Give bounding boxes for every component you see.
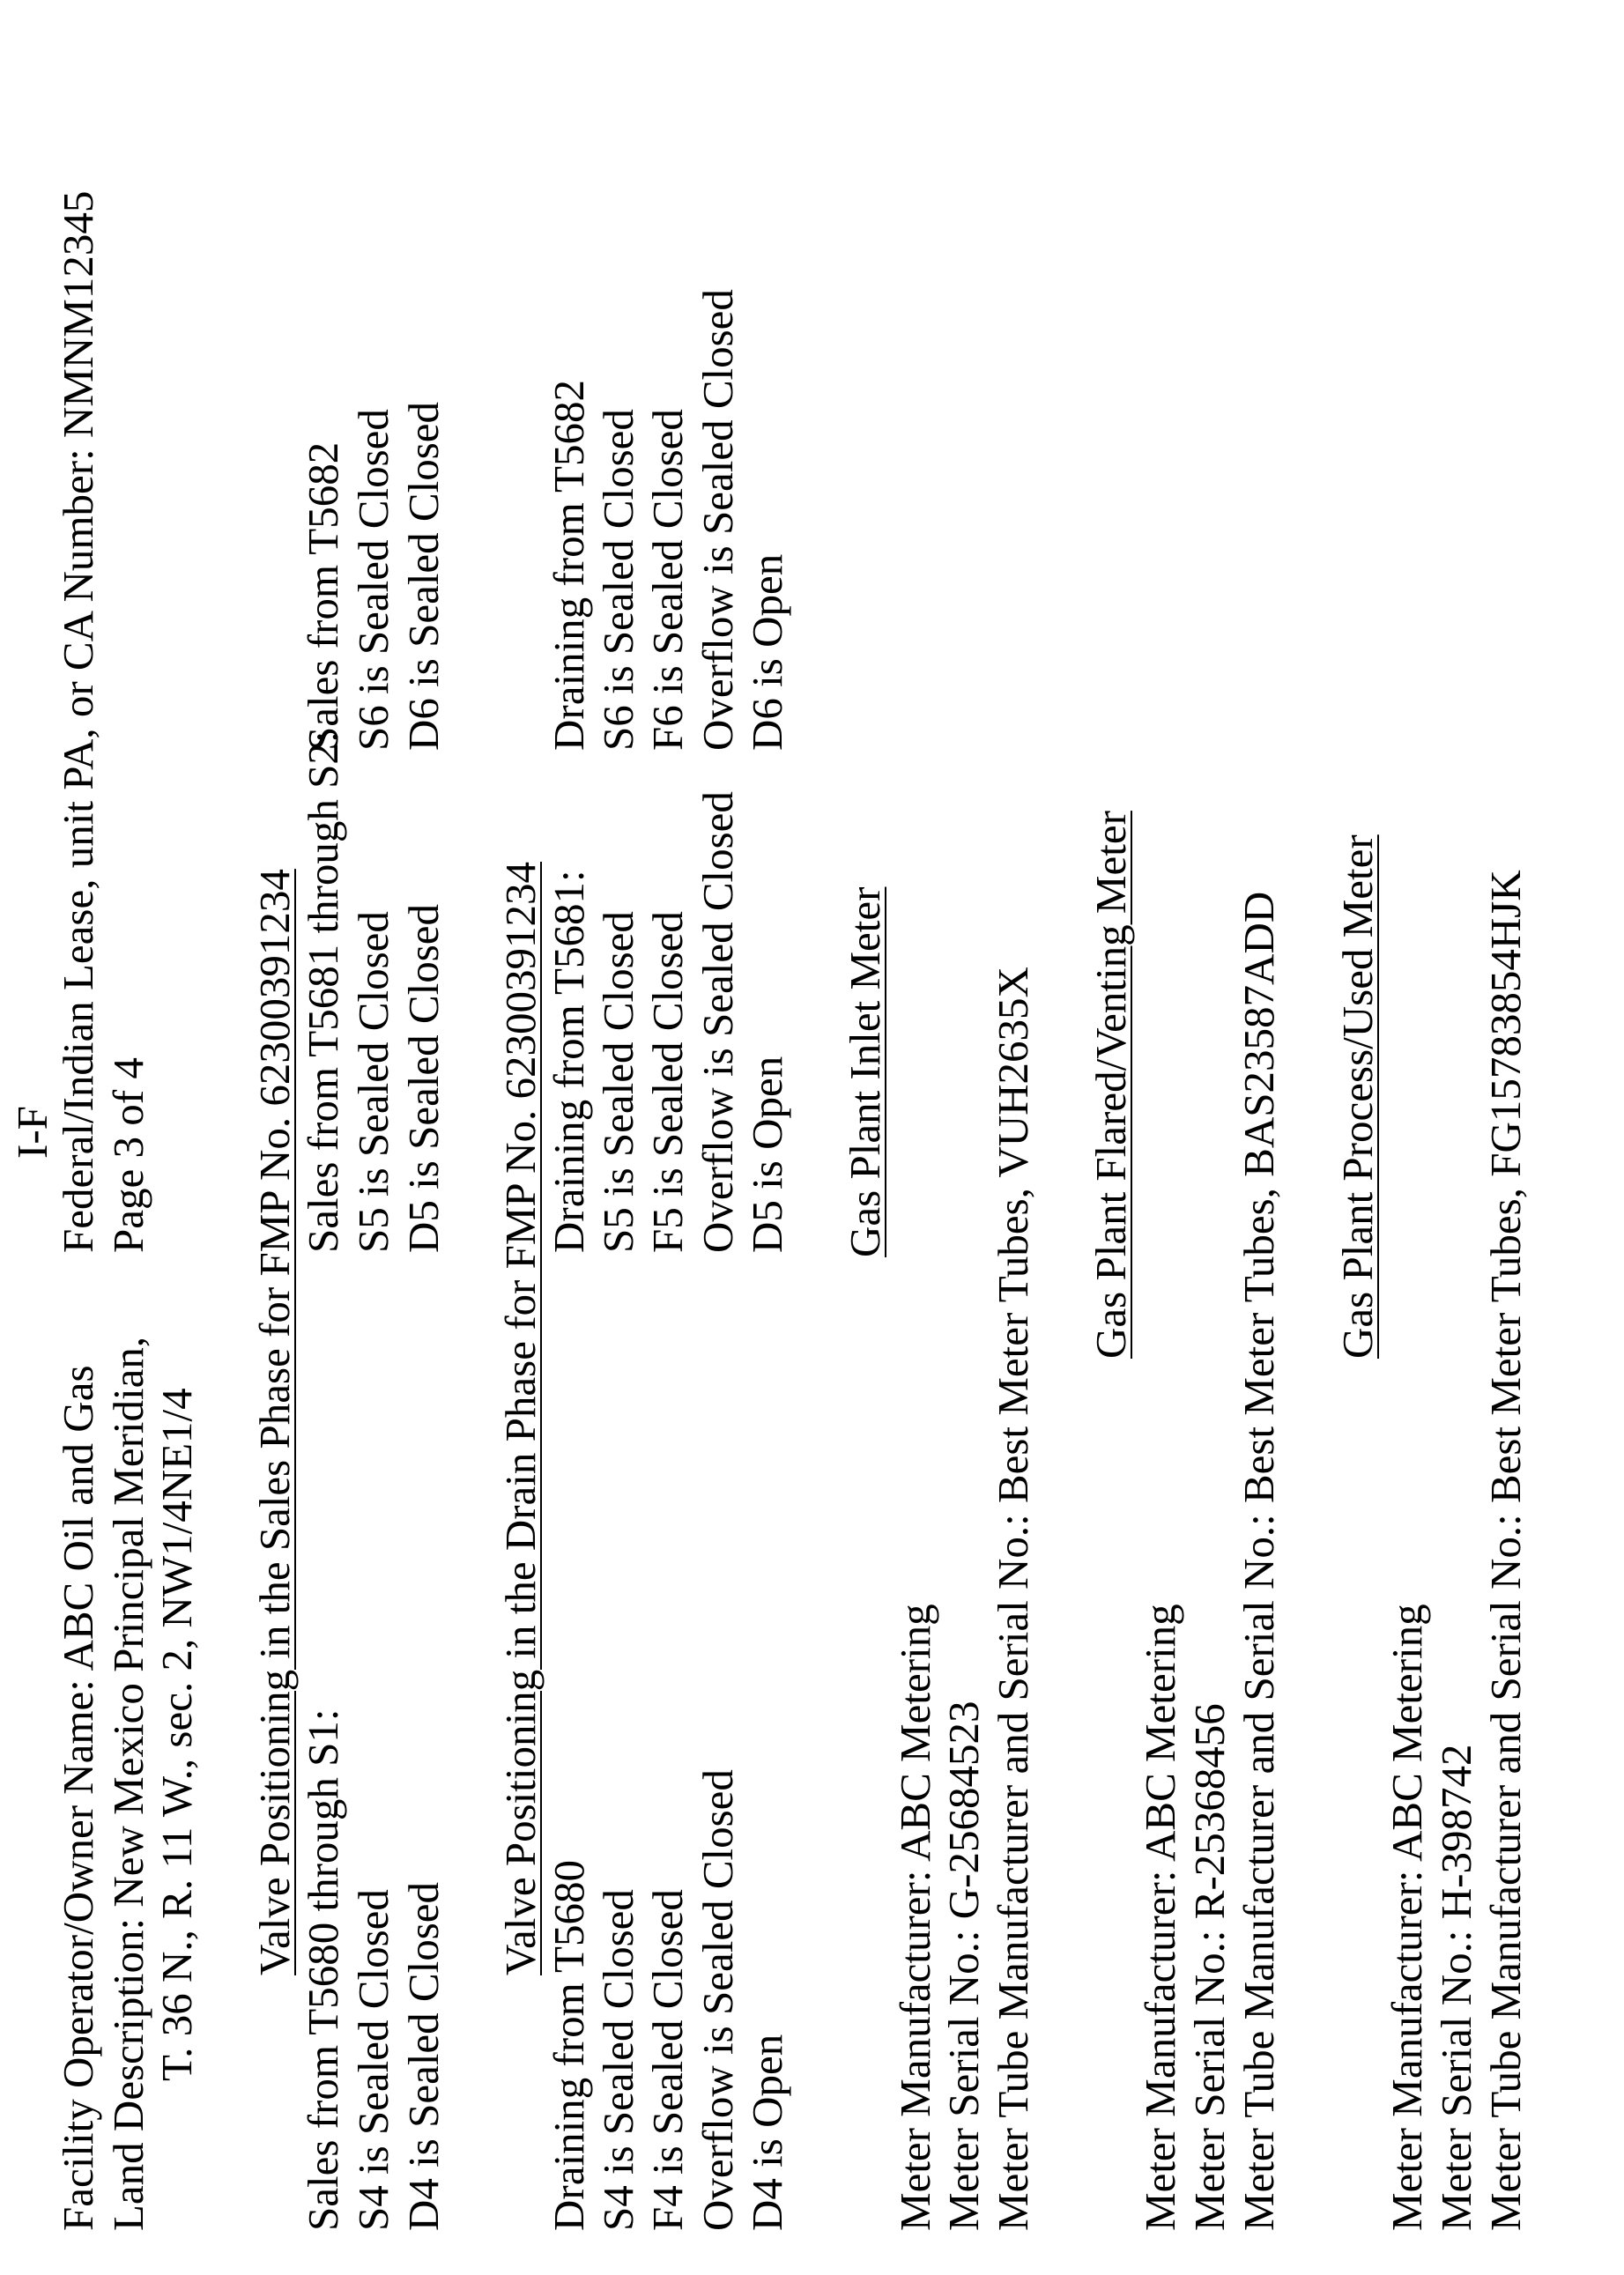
drain-phase-title: Valve Positioning in the Drain Phase for FMP No. 62300391234 — [496, 862, 545, 1975]
flared-meter-row-3 — [1234, 0, 1285, 2275]
sales-phase-cell: Sales from T5682 — [299, 441, 347, 751]
header-row-2 — [103, 0, 154, 2275]
sales-phase-cell: D5 is Sealed Closed — [399, 903, 448, 1253]
inlet-meter-row-2 — [938, 0, 990, 2275]
drain-phase-cell: Overflow is Sealed Closed — [693, 791, 742, 1253]
inlet-meter-title: Gas Plant Inlet Meter — [841, 886, 889, 1257]
drain-phase-row-3 — [642, 0, 693, 2275]
drain-phase-cell: D6 is Open — [743, 553, 791, 751]
process-meter-row-3 — [1480, 0, 1531, 2275]
exhibit-label-row — [7, 0, 58, 2275]
drain-phase-cell: S4 is Sealed Closed — [594, 1889, 642, 2231]
process-meter-row-2 — [1431, 0, 1482, 2275]
sales-phase-cell: S6 is Sealed Closed — [349, 409, 397, 751]
flared-meter-title-row — [1086, 0, 1137, 2275]
drain-phase-cell: D5 is Open — [743, 1056, 791, 1253]
flared-meter-title: Gas Plant Flared/Venting Meter — [1086, 811, 1135, 1359]
process-meter-manufacturer: Meter Manufacturer: ABC Metering — [1383, 1604, 1431, 2231]
lease-number: Federal/Indian Lease, unit PA, or CA Number: NMNM12345 — [54, 190, 102, 1253]
sales-phase-title-row — [249, 0, 300, 2275]
drain-phase-row-2 — [593, 0, 644, 2275]
drain-phase-cell: Overflow is Sealed Closed — [693, 1769, 742, 2231]
sales-phase-row-2 — [348, 0, 399, 2275]
drain-phase-cell: S6 is Sealed Closed — [594, 409, 642, 751]
process-meter-tube: Meter Tube Manufacturer and Serial No.: Best Meter Tubes, FG15783854HJK — [1481, 870, 1530, 2231]
sales-phase-title: Valve Positioning in the Sales Phase for FMP No. 62300391234 — [250, 869, 299, 1975]
drain-phase-cell: F6 is Sealed Closed — [643, 409, 692, 751]
inlet-meter-tube: Meter Tube Manufacturer and Serial No.: Best Meter Tubes, VUH2635X — [989, 967, 1037, 2231]
process-meter-title: Gas Plant Process/Used Meter — [1333, 834, 1382, 1359]
header-row-1 — [53, 0, 104, 2275]
drain-phase-cell: F5 is Sealed Closed — [643, 911, 692, 1253]
sales-phase-row-3 — [398, 0, 449, 2275]
flared-meter-row-2 — [1184, 0, 1235, 2275]
flared-meter-tube: Meter Tube Manufacturer and Serial No.: Best Meter Tubes, BAS23587ADD — [1235, 891, 1283, 2231]
process-meter-serial: Meter Serial No.: H-398742 — [1432, 1744, 1480, 2231]
inlet-meter-title-row — [840, 0, 891, 2275]
sales-phase-row-1 — [298, 0, 349, 2275]
header-row-3 — [152, 0, 203, 2275]
drain-phase-row-1 — [544, 0, 595, 2275]
sales-phase-cell: D4 is Sealed Closed — [399, 1881, 448, 2231]
drain-phase-cell: F4 is Sealed Closed — [643, 1889, 692, 2231]
exhibit-label: I-F — [8, 1106, 56, 1159]
process-meter-title-row — [1332, 0, 1383, 2275]
sales-phase-cell: Sales from T5681 through S2: — [299, 730, 347, 1253]
operator-name: Facility Operator/Owner Name: ABC Oil and Gas — [54, 1365, 102, 2231]
sales-phase-cell: D6 is Sealed Closed — [399, 401, 448, 751]
drain-phase-cell: S5 is Sealed Closed — [594, 911, 642, 1253]
land-description: Land Description: New Mexico Principal Meridian, — [104, 1336, 152, 2231]
drain-phase-cell: Overflow is Sealed Closed — [693, 289, 742, 751]
flared-meter-serial: Meter Serial No.: R-25368456 — [1185, 1703, 1234, 2231]
flared-meter-manufacturer: Meter Manufacturer: ABC Metering — [1136, 1604, 1184, 2231]
township-description: T. 36 N., R. 11 W., sec. 2, NW1/4NE1/4 — [152, 1388, 201, 2081]
drain-phase-row-4 — [693, 0, 744, 2275]
drain-phase-title-row — [495, 0, 546, 2275]
drain-phase-cell: D4 is Open — [743, 2034, 791, 2231]
sales-phase-cell: S4 is Sealed Closed — [349, 1889, 397, 2231]
drain-phase-cell: Draining from T5681: — [545, 870, 593, 1253]
inlet-meter-serial: Meter Serial No.: G-25684523 — [939, 1701, 988, 2231]
inlet-meter-manufacturer: Meter Manufacturer: ABC Metering — [891, 1604, 939, 2231]
drain-phase-cell: Draining from T5680 — [545, 1860, 593, 2231]
inlet-meter-row-1 — [890, 0, 941, 2275]
drain-phase-cell: Draining from T5682 — [545, 380, 593, 751]
drain-phase-row-5 — [742, 0, 793, 2275]
process-meter-row-1 — [1382, 0, 1433, 2275]
flared-meter-row-1 — [1135, 0, 1186, 2275]
sales-phase-cell: Sales from T5680 through S1: — [299, 1708, 347, 2231]
inlet-meter-row-3 — [988, 0, 1039, 2275]
sales-phase-cell: S5 is Sealed Closed — [349, 911, 397, 1253]
page-number: Page 3 of 4 — [104, 1057, 152, 1253]
